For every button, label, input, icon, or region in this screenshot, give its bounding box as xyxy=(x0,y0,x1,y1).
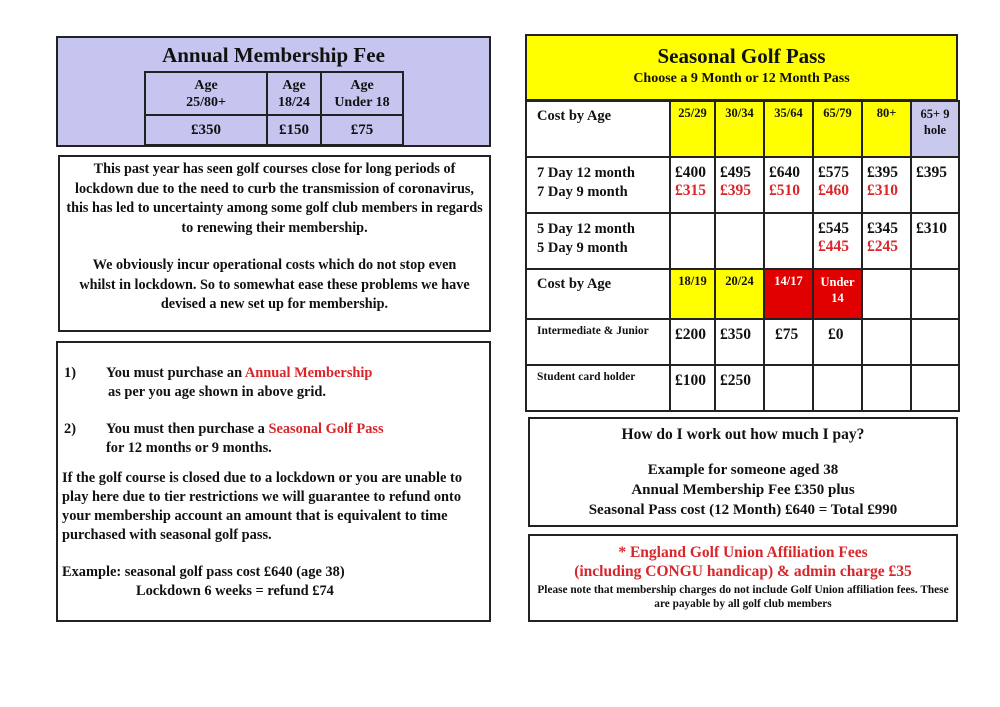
how-much-box xyxy=(528,417,958,527)
annual-membership-highlight: Annual Membership xyxy=(244,365,373,381)
affiliation-line-1: * England Golf Union Affiliation Fees xyxy=(618,544,868,561)
junior-age-col-header: 18/19 xyxy=(670,269,715,319)
empty-cell xyxy=(862,319,911,365)
lockdown-paragraph-1: This past year has seen golf courses close for long periods of lockdown due to the need to curb the transmission of coronavirus, this has led to uncertainty among some golf club members in regards to renewing their membership. xyxy=(66,161,483,236)
lockdown-paragraph-2: We obviously incur operational costs which do not stop even whilst in lockdown. So to somewhat ease these problems we have devised a new set up for membership. xyxy=(79,257,470,312)
instructions-box: 1) You must purchase an Annual Membership as per you age shown in above grid. 2) You must then purchase a Seasonal Golf Pass for 12 months or 9 months. If the golf course is closed due to a lockdown or you are unable to play here due to tier restrictions we will guarantee to refund onto your membership account an amount that is equivalent to time purchased with seasonal golf pass. Example: seasonal golf pass cost £640 (age 38) Lockdown 6 weeks = refund £74 xyxy=(56,341,491,622)
seasonal-title: Seasonal Golf Pass xyxy=(657,44,826,68)
seasonal-pricing-table xyxy=(525,100,960,412)
how-much-line-3: Seasonal Pass cost (12 Month) £640 = Total £990 xyxy=(588,502,898,518)
affiliation-line-2: (including CONGU handicap) & admin charge £35 xyxy=(574,563,912,580)
age-col-header: 25/29 xyxy=(670,101,715,157)
price-cell: £75 xyxy=(764,319,813,365)
intermediate-label: Intermediate & Junior xyxy=(526,319,670,365)
annual-value-1: £350 xyxy=(145,115,267,145)
annual-value-2: £150 xyxy=(267,115,321,145)
junior-age-header-row xyxy=(526,269,959,319)
annual-value-3: £75 xyxy=(321,115,403,145)
student-label: Student card holder xyxy=(526,365,670,411)
how-much-line-1: Example for someone aged 38 xyxy=(647,462,839,478)
age-header-row xyxy=(526,101,959,157)
empty-cell xyxy=(862,269,911,319)
seasonal-subtitle: Choose a 9 Month or 12 Month Pass xyxy=(633,71,850,86)
cost-by-age-label-2: Cost by Age xyxy=(526,269,670,319)
age-col-header: 80+ xyxy=(862,101,911,157)
age-col-header: 65+ 9 hole xyxy=(911,101,959,157)
intermediate-row xyxy=(526,319,959,365)
price-cell: £345 £245 xyxy=(862,213,911,269)
lockdown-info-box xyxy=(58,155,491,332)
annual-membership-box xyxy=(56,36,491,147)
age-col-header: 65/79 xyxy=(813,101,862,157)
example-line-2: Lockdown 6 weeks = refund £74 xyxy=(136,583,334,599)
cost-by-age-label: Cost by Age xyxy=(526,101,670,157)
price-cell xyxy=(715,213,764,269)
price-cell: £310 xyxy=(911,213,959,269)
empty-cell xyxy=(764,365,813,411)
affiliation-note: Please note that membership charges do not include Golf Union affiliation fees. These are payable by all golf club members xyxy=(537,584,949,610)
price-cell: £640 £510 xyxy=(764,157,813,213)
age-col-header: 30/34 xyxy=(715,101,764,157)
student-row xyxy=(526,365,959,411)
guarantee-text: If the golf course is closed due to a lockdown or you are unable to play here due to tier restrictions we will guarantee to refund onto your membership account an amount that is equivalent to time purchased with seasonal golf pass. xyxy=(62,470,463,543)
affiliation-box xyxy=(528,534,958,622)
price-cell xyxy=(764,213,813,269)
price-cell xyxy=(670,213,715,269)
age-col-header: 35/64 xyxy=(764,101,813,157)
junior-age-col-header: 20/24 xyxy=(715,269,764,319)
price-cell: £250 xyxy=(715,365,764,411)
price-cell: £495 £395 xyxy=(715,157,764,213)
junior-age-col-header: Under 14 xyxy=(813,269,862,319)
seasonal-pass-highlight: Seasonal Golf Pass xyxy=(268,421,384,437)
seven-day-label: 7 Day 12 month 7 Day 9 month xyxy=(526,157,670,213)
example-line-1: Example: seasonal golf pass cost £640 (age 38) xyxy=(62,564,345,580)
empty-cell xyxy=(911,319,959,365)
junior-age-col-header: 14/17 xyxy=(764,269,813,319)
price-cell: £545 £445 xyxy=(813,213,862,269)
annual-header-1: Age 25/80+ xyxy=(145,72,267,115)
price-cell: £350 xyxy=(715,319,764,365)
price-cell: £395 xyxy=(911,157,959,213)
annual-header-2: Age 18/24 xyxy=(267,72,321,115)
price-cell: £100 xyxy=(670,365,715,411)
how-much-question: How do I work out how much I pay? xyxy=(621,426,865,443)
seasonal-pass-header xyxy=(525,34,958,101)
price-cell: £395 £310 xyxy=(862,157,911,213)
annual-fee-table xyxy=(144,71,404,146)
price-cell: £200 xyxy=(670,319,715,365)
empty-cell xyxy=(813,365,862,411)
annual-title: Annual Membership Fee xyxy=(162,43,385,67)
price-cell: £575 £460 xyxy=(813,157,862,213)
five-day-row xyxy=(526,213,959,269)
empty-cell xyxy=(862,365,911,411)
annual-header-3: Age Under 18 xyxy=(321,72,403,115)
five-day-label: 5 Day 12 month 5 Day 9 month xyxy=(526,213,670,269)
empty-cell xyxy=(911,365,959,411)
how-much-line-2: Annual Membership Fee £350 plus xyxy=(631,482,855,498)
seven-day-row xyxy=(526,157,959,213)
price-cell: £0 xyxy=(813,319,862,365)
price-cell: £400 £315 xyxy=(670,157,715,213)
empty-cell xyxy=(911,269,959,319)
